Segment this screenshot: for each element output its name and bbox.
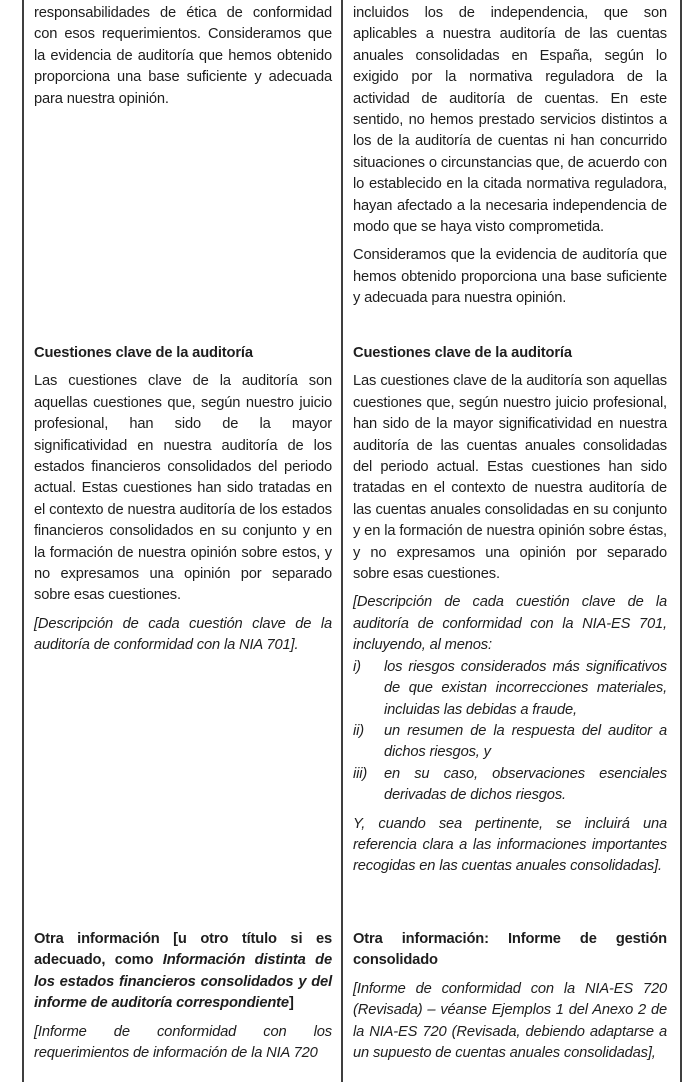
list-marker: iii)	[353, 765, 368, 782]
list-item-text: los riesgos considerados más significativos de que existan incorrecciones materiales, incluidas las debidas a fraude,	[384, 658, 667, 718]
table-row	[24, 0, 680, 340]
table-row	[24, 926, 680, 1082]
paragraph: incluidos los de independencia, que son aplicables a nuestra auditoría de las cuentas anuales consolidadas en España, según lo exigido por la normativa reguladora de la actividad de auditoría de cuentas. En este sentido, no hemos prestado servicios distintos a los de la auditoría de cuentas ni han concurrido situaciones o circunstancias que, de acuerdo con lo establecido en la citada normativa reguladora, hayan afectado a la necesaria independencia de modo que se haya visto comprometida.	[353, 5, 667, 236]
cell-left-row1	[24, 0, 343, 340]
section-heading: Otra información: Informe de gestión consolidado	[353, 931, 667, 969]
list-marker: ii)	[353, 722, 364, 739]
list-item	[353, 721, 667, 764]
cell-left-row3	[24, 926, 343, 1082]
heading-text: ]	[288, 995, 294, 1012]
section-heading	[34, 929, 332, 1015]
cell-right-row3	[343, 926, 680, 1082]
section-heading: Cuestiones clave de la auditoría	[34, 345, 253, 361]
paragraph: Las cuestiones clave de la auditoría son aquellas cuestiones que, según nuestro juicio profesional, han sido de la mayor significatividad en nuestra auditoría de las cuentas anuales consolidadas del periodo actual. Estas cuestiones han sido tratadas en el contexto de nuestra auditoría de las cuentas anuales consolidadas en su conjunto y en la formación de nuestra opinión sobre éstas, y no expresamos una opinión por separado sobre esas cuestiones.	[353, 373, 667, 583]
bracketed-note-intro: [Descripción de cada cuestión clave de la auditoría de conformidad con la NIA-ES 701, incluyendo, al menos:	[353, 594, 667, 654]
list-item-text: en su caso, observaciones esenciales derivadas de dichos riesgos.	[384, 765, 667, 804]
paragraph: responsabilidades de ética de conformidad con esos requerimientos. Consideramos que la evidencia de auditoría que hemos obtenido proporciona una base suficiente y adecuada para nuestra opinión.	[34, 5, 332, 107]
list-marker: i)	[353, 658, 361, 675]
cell-right-row1	[343, 0, 680, 340]
heading-text: Otra información [u otro título si es adecuado, como	[34, 931, 332, 969]
section-heading: Cuestiones clave de la auditoría	[353, 345, 572, 361]
list-item	[353, 764, 667, 807]
bracketed-note: [Descripción de cada cuestión clave de la auditoría de conformidad con la NIA 701].	[34, 615, 332, 654]
bracketed-note: [Informe de conformidad con la NIA-ES 720 (Revisada) – véanse Ejemplos 1 del Anexo 2 de la NIA-ES 720 (Revisada, debiendo adaptarse a un supuesto de cuentas anuales consolidadas],	[353, 980, 667, 1062]
paragraph: Consideramos que la evidencia de auditoría que hemos obtenido proporciona una base suficiente y adecuada para nuestra opinión.	[353, 247, 667, 307]
bracketed-note-outro: Y, cuando sea pertinente, se incluirá una referencia clara a las informaciones importantes recogidas en las cuentas anuales consolidadas].	[353, 815, 667, 875]
roman-list	[353, 657, 667, 807]
bracketed-note: [Informe de conformidad con los requerimientos de información de la NIA 720	[34, 1023, 332, 1062]
cell-right-row2	[343, 340, 680, 926]
list-item	[353, 657, 667, 721]
cell-left-row2	[24, 340, 343, 926]
table-row	[24, 340, 680, 926]
paragraph: Las cuestiones clave de la auditoría son aquellas cuestiones que, según nuestro juicio profesional, han sido de la mayor significatividad en nuestra auditoría de los estados financieros consolidados del periodo actual. Estas cuestiones han sido tratadas en el contexto de nuestra auditoría de los estados financieros consolidados en su conjunto y en la formación de nuestra opinión sobre estos, y no expresamos una opinión por separado sobre esas cuestiones.	[34, 373, 332, 604]
list-item-text: un resumen de la respuesta del auditor a dichos riesgos, y	[384, 722, 667, 761]
comparison-table	[22, 0, 682, 1082]
heading-italic-text: Información distinta de los estados financieros consolidados y del informe de auditoría correspondiente	[34, 952, 332, 1012]
